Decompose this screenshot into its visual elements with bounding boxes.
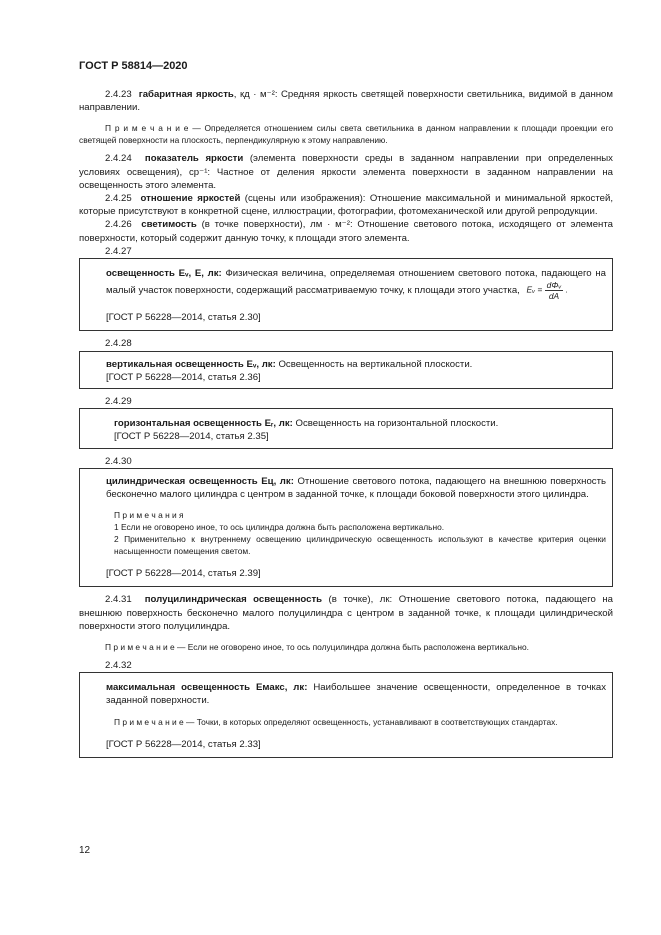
document-body <box>79 88 613 758</box>
clause-2-4-31: 2.4.31 полуцилиндрическая освещенность (в точке), лк: Отношение светового потока, падающего на внешнюю поверхность бесконечно малого полуцилиндра с центром в заданной точке, к площади цилиндрической поверхности этого полуцилиндра. <box>79 594 613 632</box>
clause-number-2-4-30: 2.4.30 <box>105 455 132 467</box>
note-1: 1 Если не оговорено иное, то ось цилиндра должна быть расположена вертикально. <box>114 522 445 533</box>
definition-box-2-4-27 <box>79 258 613 331</box>
clause-2-4-24: 2.4.24 показатель яркости (элемента поверхности среды в заданном направлении при определенных условиях освещения), ср⁻¹: Частное от деления яркости элемента поверхности в заданном направлении на освещенность этого элемента. <box>79 153 613 191</box>
note-2-4-31: П р и м е ч а н и е — Если не оговорено иное, то ось полуцилиндра должна быть расположена вертикально. <box>105 642 529 653</box>
note: П р и м е ч а н и е — Точки, в которых определяют освещенность, устанавливают в соответствующих стандартах. <box>114 716 558 727</box>
reference: [ГОСТ Р 56228—2014, статья 2.35] <box>114 431 269 443</box>
reference: [ГОСТ Р 56228—2014, статья 2.36] <box>106 371 261 383</box>
definition-box-2-4-32: максимальная освещенность Eмакс, лк: Наибольшее значение освещенности, определенное в точках заданной поверхности. П р и м е ч а н и е — Точки, в которых определяют освещенность, устанавливают в соответствующих стандартах. [ГОСТ Р 56228—2014, статья 2.33] <box>79 672 613 758</box>
clause-2-4-25: 2.4.25 отношение яркостей (сцены или изображения): Отношение максимальной и минимальной яркостей, которые присутствуют в конкретной сцене, иллюстрации, фотографии, фотомеханической или другой репродукции. <box>79 193 613 218</box>
note-2-4-23: П р и м е ч а н и е — Определяется отношением силы света светильника в данном направлении к площади проекции его светящей поверхности на плоскость, перпендикулярную к этому направлению. <box>79 123 613 146</box>
clause-2-4-26: 2.4.26 светимость (в точке поверхности), лм · м⁻²: Отношение светового потока, исходящего от элемента поверхности, который содержит данную точку, к площади этого элемента. <box>79 219 613 244</box>
reference: [ГОСТ Р 56228—2014, статья 2.39] <box>106 568 261 580</box>
definition-text: освещенность Eᵥ, E, лк: Физическая величина, определяемая отношением светового потока, падающего на малый участок поверхности, содержащий рассматриваемую точку, к площади этого участка, Eᵥ = $\frac{\text{dΦᵥ}}{dA}$ . <box>106 268 606 302</box>
clause-number-2-4-29: 2.4.29 <box>105 396 132 408</box>
clause-number-2-4-28: 2.4.28 <box>105 338 132 350</box>
clause-number-2-4-32: 2.4.32 <box>105 660 132 672</box>
note-2: 2 Применительно к внутреннему освещению цилиндрическую освещенность используют в качестве критерия оценки насыщенности помещения светом. <box>114 534 606 557</box>
page-number: 12 <box>79 845 91 856</box>
notes-heading: П р и м е ч а н и я <box>114 510 184 521</box>
clause-number-2-4-27: 2.4.27 <box>105 245 132 257</box>
reference: [ГОСТ Р 56228—2014, статья 2.33] <box>106 738 261 750</box>
reference: [ГОСТ Р 56228—2014, статья 2.30] <box>106 312 261 324</box>
definition-box-2-4-29: горизонтальная освещенность Eᵣ, лк: Освещенность на горизонтальной плоскости. [ГОСТ Р 56228—2014, статья 2.35] <box>79 408 613 448</box>
definition-box-2-4-28: вертикальная освещенность Eᵥ, лк: Освещенность на вертикальной плоскости. [ГОСТ Р 56228—2014, статья 2.36] <box>79 351 613 389</box>
formula: Eᵥ = $\frac{\text{dΦᵥ}}{dA}$ . <box>526 280 568 302</box>
clause-2-4-23: 2.4.23 габаритная яркость, кд · м⁻²: Средняя яркость светящей поверхности светильника, видимой в данном направлении. <box>79 89 613 114</box>
document-header: ГОСТ Р 58814—2020 <box>79 60 188 72</box>
definition-box-2-4-30: цилиндрическая освещенность Eц, лк: Отношение светового потока, падающего на внешнюю поверхность бесконечно малого цилиндра с центром в заданной точке, к площади боковой поверхности этого цилиндра. П р и м е ч а н и я 1 Если не оговорено иное, то ось цилиндра должна быть расположена вертикально. 2 Применительно к внутреннему освещению цилиндрическую освещенность используют в качестве критерия оценки насыщенности помещения светом. [ГОСТ Р 56228—2014, статья 2.39] <box>79 468 613 588</box>
